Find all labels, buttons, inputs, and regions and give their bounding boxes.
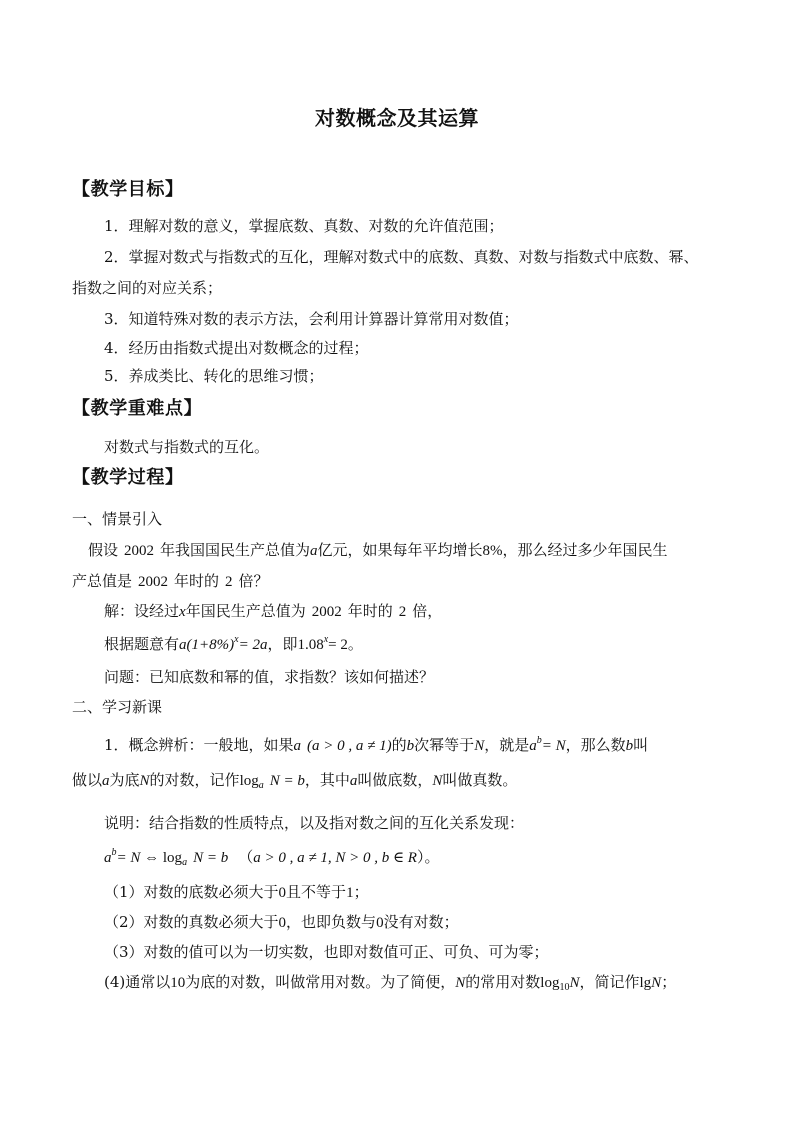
def-text-d: 的 xyxy=(391,736,407,754)
growth-rate: 8% xyxy=(482,543,503,559)
page-title: 对数概念及其运算 xyxy=(315,106,479,130)
def-b-2: b xyxy=(625,738,634,754)
property-4-ten: 10 xyxy=(170,975,186,991)
def2-N: N xyxy=(139,773,150,789)
solution-text-e: 年时的 xyxy=(347,602,393,620)
part2-heading: 二、学习新课 xyxy=(72,698,163,716)
formula-log-expr: N = b xyxy=(193,850,229,866)
solution-year: 2002 xyxy=(311,604,342,620)
note-text: 说明：结合指数的性质特点，以及指对数之间的互化关系发现： xyxy=(104,814,525,832)
def2-text-c: 为底 xyxy=(109,771,140,789)
property-4-c: 为底的对数，叫做常用对数。为了简便， xyxy=(185,973,456,991)
property-4-e: 的常用对数 xyxy=(465,973,541,991)
def2-log-base: a xyxy=(258,780,264,791)
definition-line-2 xyxy=(72,770,517,796)
property-1-a: （1）对数的底数必须大于 xyxy=(104,883,279,901)
property-2-e: 没有对数； xyxy=(383,913,459,931)
solution-line-2 xyxy=(104,630,363,655)
def-b: b xyxy=(406,738,415,754)
equivalence-formula xyxy=(104,843,439,873)
objective-item-2-cont: 指数之间的对应关系； xyxy=(72,279,223,297)
year-number: 2002 xyxy=(124,543,155,559)
property-1-one: 1 xyxy=(346,885,354,901)
part1-heading: 一、情景引入 xyxy=(72,510,163,528)
objective-item-2: 2．掌握对数式与指数式的互化，理解对数式中的底数、真数、对数与指数式中底数、幂、 xyxy=(104,248,699,266)
property-4-l: ； xyxy=(661,973,677,991)
solution-text-c: 年国民生产总值为 xyxy=(185,602,306,620)
problem-text-a: 假设 xyxy=(88,541,119,559)
property-2 xyxy=(104,912,459,933)
def2-text-e: 的对数，记作 xyxy=(149,771,240,789)
property-1-c: 且不等于 xyxy=(286,883,347,901)
equation-exponent-x: x xyxy=(234,634,239,645)
section-heading-objectives: 【教学目标】 xyxy=(72,179,184,200)
def-N: N xyxy=(474,738,485,754)
def2-log: log xyxy=(239,773,259,789)
problem-text-c: 年我国国民生产总值为 xyxy=(160,541,311,559)
problem-line-2 xyxy=(72,571,269,592)
question-text: 问题：已知底数和幂的值，求指数？该如何描述？ xyxy=(104,668,435,686)
year-number-2: 2002 xyxy=(138,574,169,590)
objective-item-1: 1．理解对数的意义，掌握底数、真数、对数的允许值范围； xyxy=(104,217,504,235)
objective-item-3: 3．知道特殊对数的表示方法，会利用计算器计算常用对数值； xyxy=(104,310,519,328)
equation2-exponent-x: x xyxy=(323,634,329,645)
key-points-text: 对数式与指数式的互化。 xyxy=(104,438,270,456)
def-text-h: ，就是 xyxy=(484,736,530,754)
problem2-text-a: 产总值是 xyxy=(72,572,133,590)
solution2-text-a: 根据题意有 xyxy=(104,635,180,653)
property-4-N: N xyxy=(455,975,466,991)
variable-a: a xyxy=(310,543,318,559)
variable-x: x xyxy=(179,604,186,620)
property-4-lg-N: N xyxy=(651,975,662,991)
equation-lhs: a(1+8%) xyxy=(179,637,235,653)
problem-text-e: 亿元，如果每年平均增长 xyxy=(317,541,483,559)
def-text-n: 叫 xyxy=(633,736,649,754)
def2-N-2: N xyxy=(432,773,443,789)
formula-equiv: = N ⇔ xyxy=(116,850,163,866)
property-4-log-N: N xyxy=(569,975,580,991)
problem-line-1 xyxy=(88,540,668,561)
formula-exponent: b xyxy=(111,847,117,858)
property-4-log: log xyxy=(540,975,560,991)
solution-multiple: 2 xyxy=(398,604,407,620)
solution2-text-i: 。 xyxy=(347,635,363,653)
def2-a: a xyxy=(102,773,110,789)
equation2-rhs: = 2 xyxy=(328,637,348,653)
def2-text-a: 做以 xyxy=(72,771,103,789)
property-4-a: (4)通常以 xyxy=(104,973,171,991)
def2-text-i: ，其中 xyxy=(304,771,350,789)
def2-log-expr: N = b xyxy=(269,773,305,789)
property-2-zero: 0 xyxy=(278,915,287,931)
solution-text-g: 倍， xyxy=(412,602,443,620)
property-1-zero: 0 xyxy=(278,885,287,901)
section-heading-process: 【教学过程】 xyxy=(72,467,184,488)
solution-line-1 xyxy=(104,601,442,622)
def-a: a xyxy=(293,738,302,754)
property-2-c: ，也即负数与 xyxy=(286,913,377,931)
def-text-f: 次幂等于 xyxy=(414,736,475,754)
def-condition: (a > 0 , a ≠ 1) xyxy=(307,738,392,754)
property-4-i: ，简记作 xyxy=(579,973,640,991)
formula-base: a xyxy=(104,850,112,866)
def-text-l: ，那么数 xyxy=(565,736,626,754)
problem-text-g: ，那么经过多少年国民生 xyxy=(502,541,668,559)
def-power-base: a xyxy=(529,738,537,754)
formula-paren-close: ）。 xyxy=(416,848,440,866)
def-power-rhs: = N xyxy=(541,738,566,754)
solution-text-a: 解：设经过 xyxy=(104,602,180,620)
property-1 xyxy=(104,882,369,903)
def2-text-m: 叫做真数。 xyxy=(442,771,518,789)
equation2-base: 1.08 xyxy=(297,637,324,653)
objective-item-5: 5．养成类比、转化的思维习惯； xyxy=(104,367,324,385)
property-1-e: ； xyxy=(353,883,369,901)
section-heading-key-points: 【教学重难点】 xyxy=(72,398,203,419)
multiple-2: 2 xyxy=(225,574,233,590)
formula-log: log xyxy=(162,850,183,866)
def2-a-2: a xyxy=(349,773,358,789)
property-2-zero-2: 0 xyxy=(376,915,384,931)
property-2-a: （2）对数的真数必须大于 xyxy=(104,913,279,931)
formula-log-base: a xyxy=(182,857,188,868)
formula-paren-open: （ xyxy=(238,848,254,866)
objective-item-4: 4．经历由指数式提出对数概念的过程； xyxy=(104,339,369,357)
property-4-log-base: 10 xyxy=(559,982,570,993)
def2-text-k: 叫做底数， xyxy=(357,771,433,789)
def-power-exponent: b xyxy=(536,735,542,746)
problem2-text-c: 年时的 xyxy=(174,572,220,590)
property-4 xyxy=(104,972,676,998)
property-4-lg: lg xyxy=(639,975,652,991)
property-3: （3）对数的值可以为一切实数，也即对数值可正、可负、可为零； xyxy=(104,943,549,961)
definition-line-1 xyxy=(104,731,648,756)
solution2-text-e: ，即 xyxy=(267,635,298,653)
formula-conditions: a > 0 , a ≠ 1, N > 0 , b ∈ R xyxy=(253,850,417,866)
equation-rhs: = 2a xyxy=(238,637,268,653)
problem2-text-e: 倍？ xyxy=(238,572,269,590)
def-text-a: 1．概念辨析：一般地，如果 xyxy=(104,736,294,754)
